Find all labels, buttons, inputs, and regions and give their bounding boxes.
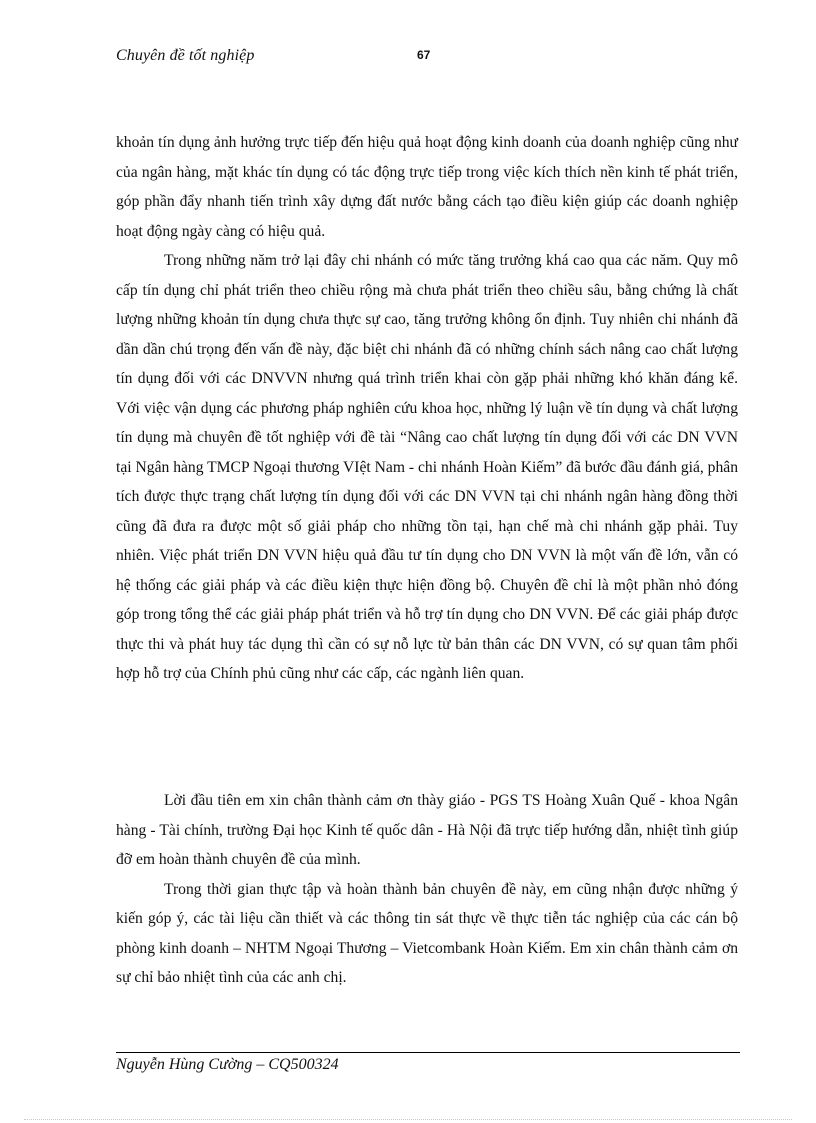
footer-divider	[116, 1052, 740, 1053]
footer-author: Nguyễn Hùng Cường – CQ500324	[116, 1056, 339, 1073]
page-bottom-border	[24, 1119, 792, 1120]
paragraph: Lời đầu tiên em xin chân thành cảm ơn thày giáo - PGS TS Hoàng Xuân Quế - khoa Ngân hàng - Tài chính, trường Đại học Kinh tế quốc dân - Hà Nội đã trực tiếp hướng dẫn, nhiệt tình giúp đỡ em hoàn thành chuyên đề của mình.	[116, 792, 738, 868]
body-section-conclusion	[116, 128, 738, 689]
page-number: 67	[417, 48, 431, 62]
header-title: Chuyên đề tốt nghiệp	[116, 47, 255, 64]
paragraph: Trong những năm trở lại đây chi nhánh có mức tăng trưởng khá cao qua các năm. Quy mô cấp tín dụng chỉ phát triển theo chiều rộng mà chưa phát triển theo chiều sâu, bằng chứng là chất lượng những khoản tín dụng chưa thực sự cao, tăng trưởng không ổn định. Tuy nhiên chi nhánh đã dần dần chú trọng đến vấn đề này, đặc biệt chi nhánh đã có những chính sách nâng cao chất lượng tín dụng đối với các DNVVN nhưng quá trình triển khai còn gặp phải những khó khăn đáng kể. Với việc vận dụng các phương pháp nghiên cứu khoa học, những lý luận về tín dụng và chất lượng tín dụng mà chuyên đề tốt nghiệp với đề tài “Nâng cao chất lượng tín dụng đối với các DN VVN tại Ngân hàng TMCP Ngoại thương VIệt Nam - chi nhánh Hoàn Kiếm” đã bước đầu đánh giá, phân tích được thực trạng chất lượng tín dụng đối với các DN VVN tại chi nhánh ngân hàng đồng thời cũng đã đưa ra được một số giải pháp cho những tồn tại, hạn chế mà chi nhánh gặp phải. Tuy nhiên. Việc phát triển DN VVN hiệu quả đầu tư tín dụng cho DN VVN là một vấn đề lớn, vẫn có hệ thống các giải pháp và các điều kiện thực hiện đồng bộ. Chuyên đề chỉ là một phần nhỏ đóng góp trong tổng thể các giải pháp phát triển và hỗ trợ tín dụng cho DN VVN. Để các giải pháp được thực thi và phát huy tác dụng thì cần có sự nỗ lực từ bản thân các DN VVN, có sự quan tâm phối hợp hỗ trợ của Chính phủ cũng như các cấp, các ngành liên quan.	[116, 252, 738, 682]
paragraph: Trong thời gian thực tập và hoàn thành bản chuyên đề này, em cũng nhận được những ý kiến góp ý, các tài liệu cần thiết và các thông tin sát thực về thực tiễn tác nghiệp của các cán bộ phòng kinh doanh – NHTM Ngoại Thương – Vietcombank Hoàn Kiếm. Em xin chân thành cảm ơn sự chỉ bảo nhiệt tình của các anh chị.	[116, 880, 738, 986]
page-header	[0, 0, 816, 100]
body-section-acknowledgement	[116, 786, 738, 993]
paragraph: khoản tín dụng ảnh hưởng trực tiếp đến hiệu quả hoạt động kinh doanh của doanh nghiệp cũng như của ngân hàng, mặt khác tín dụng có tác động trực tiếp trong việc kích thích nền kinh tế phát triển, góp phần đẩy nhanh tiến trình xây dựng đất nước bằng cách tạo điều kiện giúp các doanh nghiệp hoạt động ngày càng có hiệu quả.	[116, 134, 738, 240]
